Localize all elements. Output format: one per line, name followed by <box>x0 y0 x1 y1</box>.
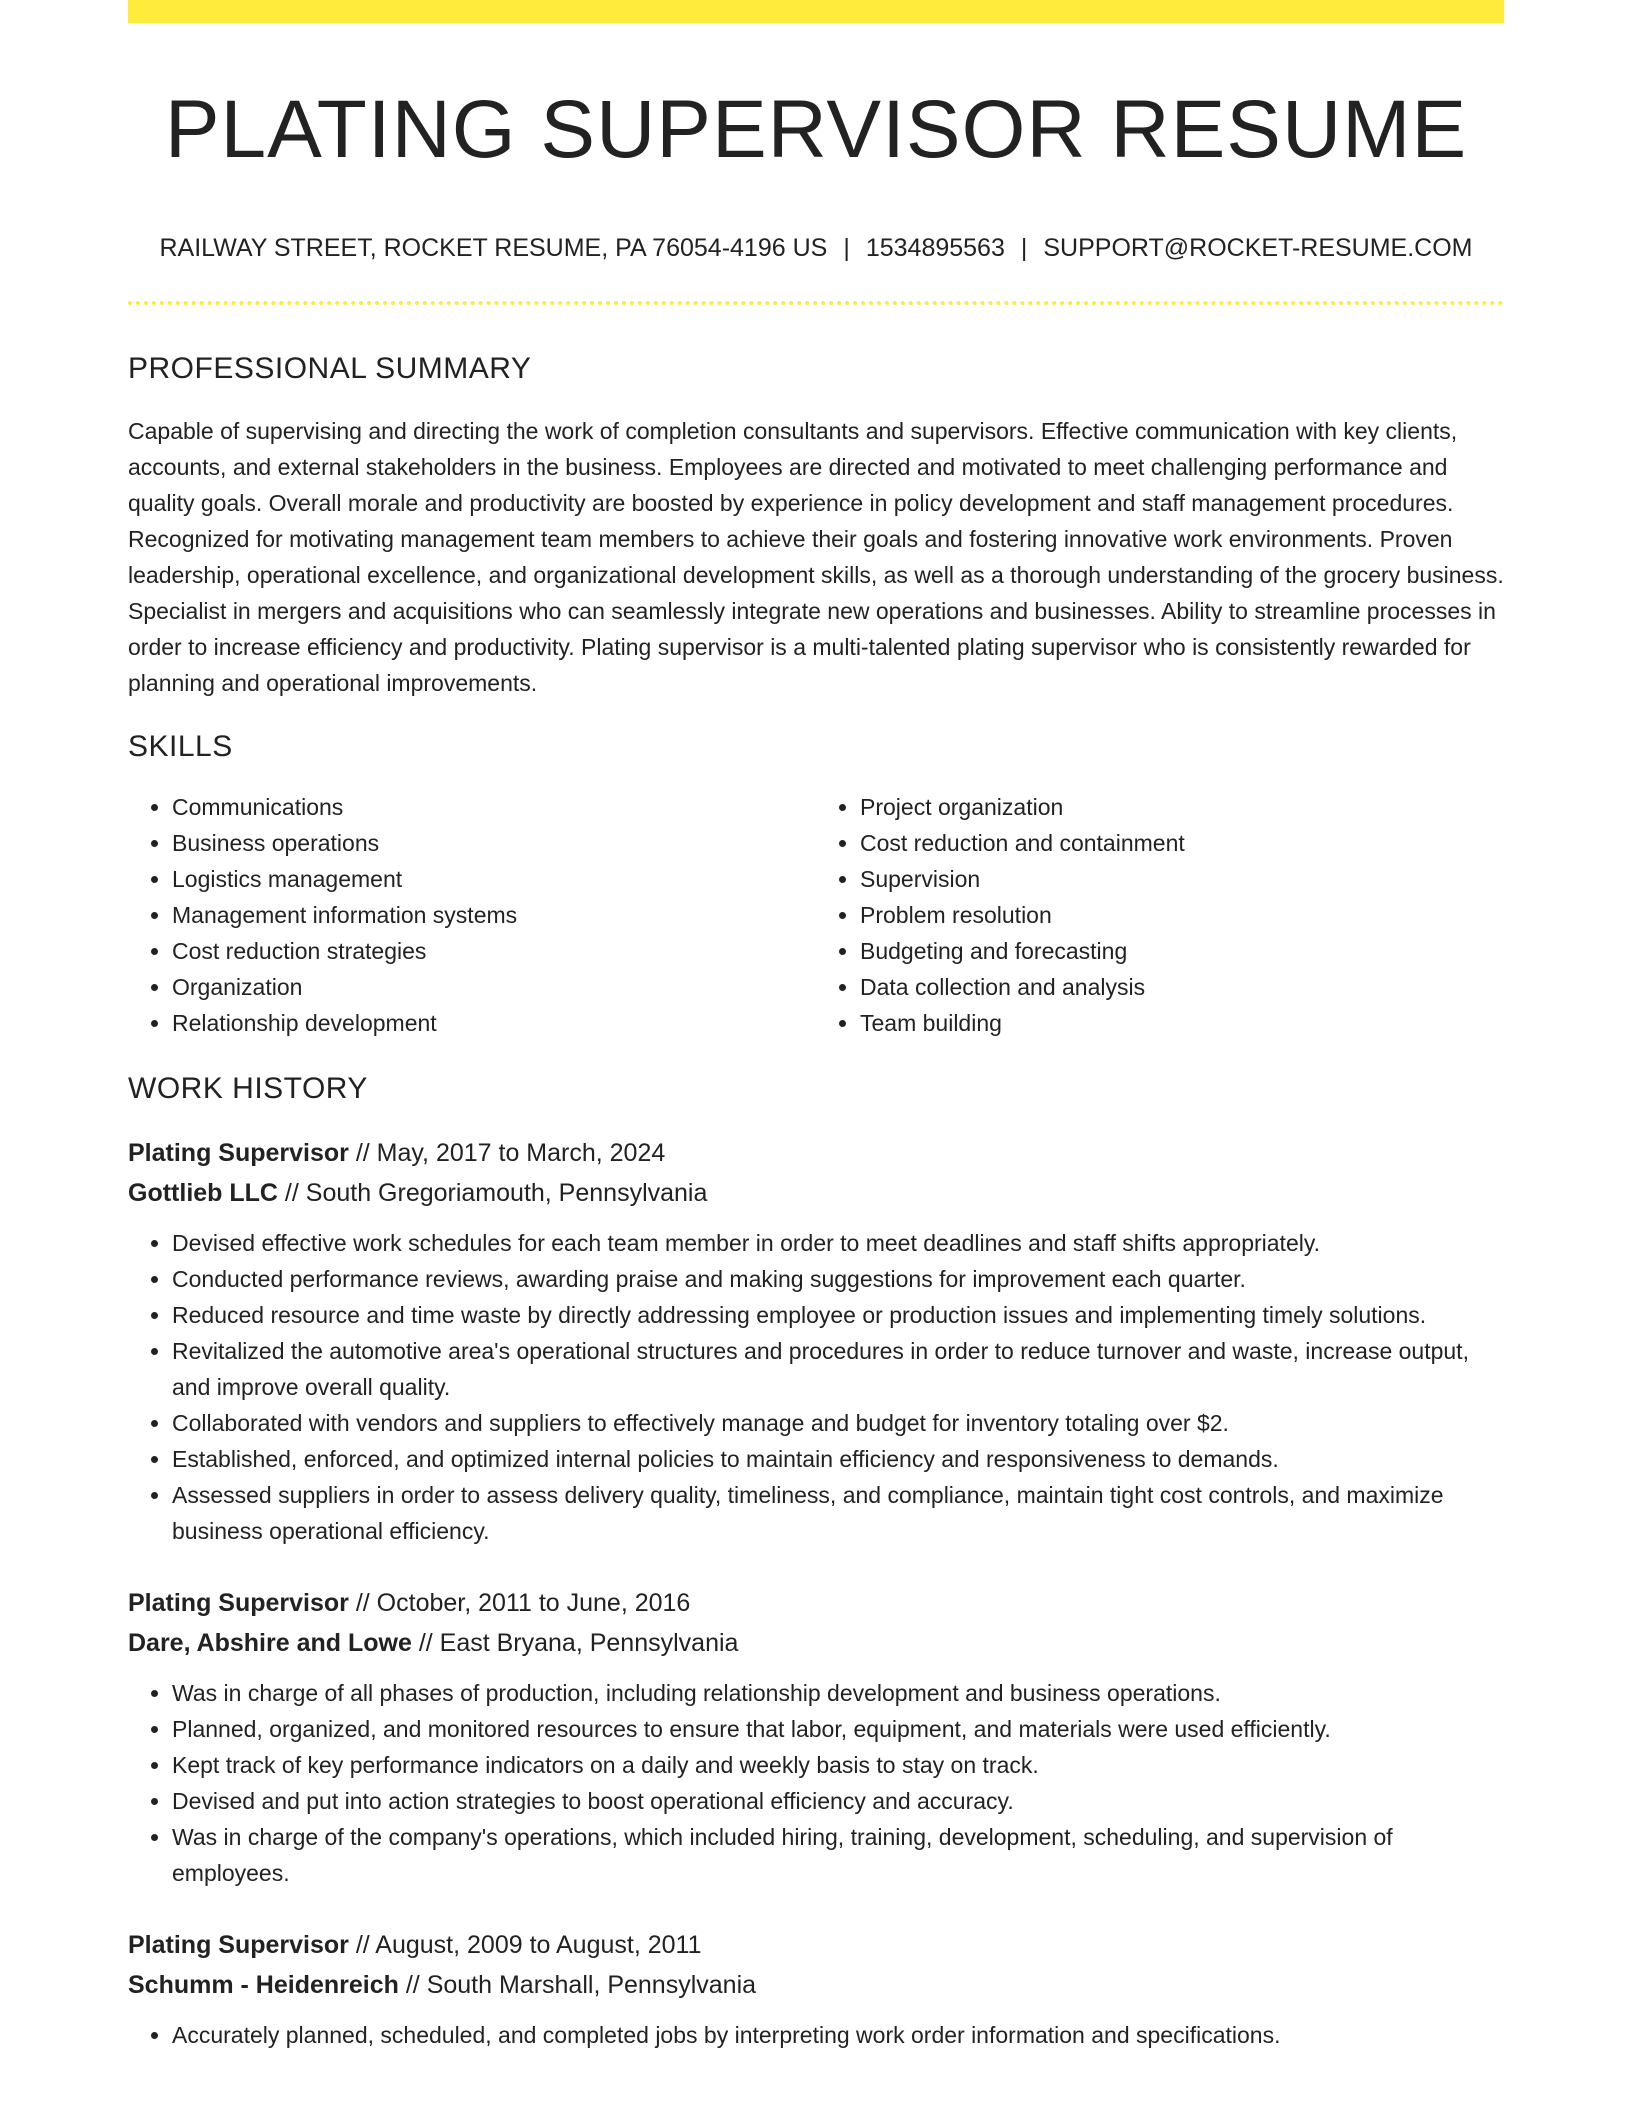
job-bullet: • Planned, organized, and monitored resources to ensure that labor, equipment, and materials were used efficiently. <box>172 1711 1504 1747</box>
job-bullet: • Assessed suppliers in order to assess delivery quality, timeliness, and compliance, maintain tight cost controls, and maximize business operational efficiency. <box>172 1477 1504 1549</box>
contact-phone: 1534895563 <box>865 234 1005 263</box>
skill-item: • Communications <box>172 789 816 825</box>
skill-item: • Budgeting and forecasting <box>860 933 1504 969</box>
dotted-divider <box>128 301 1504 305</box>
job-bullet: • Established, enforced, and optimized internal policies to maintain efficiency and responsiveness to demands. <box>172 1441 1504 1477</box>
job-company-line <box>128 1623 1504 1663</box>
resume-page <box>128 0 1504 2053</box>
job-dates: // October, 2011 to June, 2016 <box>348 1589 691 1618</box>
job-bullet: • Conducted performance reviews, awarding praise and making suggestions for improvement each quarter. <box>172 1261 1504 1297</box>
job-bullet: • Collaborated with vendors and suppliers to effectively manage and budget for inventory totaling over $2. <box>172 1405 1504 1441</box>
contact-separator: | <box>843 234 850 263</box>
job-title-line <box>128 1583 1504 1623</box>
skill-item: • Management information systems <box>172 897 816 933</box>
job-bullet: • Accurately planned, scheduled, and completed jobs by interpreting work order information and specifications. <box>172 2017 1504 2053</box>
skill-item: • Problem resolution <box>860 897 1504 933</box>
summary-text: Capable of supervising and directing the work of completion consultants and supervisors. Effective communication with key clients, accounts, and external stakeholders in the business. Employees are directed and motivated to meet challenging performance and quality goals. Overall morale and productivity are boosted by experience in policy development and staff management procedures. Recognized for motivating management team members to achieve their goals and fostering innovative work environments. Proven leadership, operational excellence, and organizational development skills, as well as a thorough understanding of the grocery business. Specialist in mergers and acquisitions who can seamlessly integrate new operations and businesses. Ability to streamline processes in order to increase efficiency and productivity. Plating supervisor is a multi-talented plating supervisor who is consistently rewarded for planning and operational improvements. <box>128 418 1504 697</box>
skill-item: • Business operations <box>172 825 816 861</box>
skill-item: • Data collection and analysis <box>860 969 1504 1005</box>
job-location: // South Marshall, Pennsylvania <box>398 1971 757 2000</box>
job-title-line <box>128 1925 1504 1965</box>
skill-item: • Team building <box>860 1005 1504 1041</box>
job-bullet: • Devised and put into action strategies to boost operational efficiency and accuracy. <box>172 1783 1504 1819</box>
contact-line <box>128 233 1504 263</box>
job-bullets <box>128 1225 1504 1549</box>
job-bullet: • Was in charge of the company's operations, which included hiring, training, development, scheduling, and supervision of employees. <box>172 1819 1504 1891</box>
job-title-line <box>128 1133 1504 1173</box>
job-role: Plating Supervisor <box>128 1139 349 1168</box>
job-role: Plating Supervisor <box>128 1931 349 1960</box>
skill-item: • Relationship development <box>172 1005 816 1041</box>
skill-item: • Supervision <box>860 861 1504 897</box>
skill-item: • Logistics management <box>172 861 816 897</box>
job-bullet: • Devised effective work schedules for each team member in order to meet deadlines and staff shifts appropriately. <box>172 1225 1504 1261</box>
job-bullet: • Reduced resource and time waste by directly addressing employee or production issues and implementing timely solutions. <box>172 1297 1504 1333</box>
job-company: Dare, Abshire and Lowe <box>128 1629 412 1658</box>
job-company-line <box>128 1965 1504 2005</box>
job-bullets <box>128 1675 1504 1891</box>
job-company: Gottlieb LLC <box>128 1179 278 1208</box>
job-bullet: • Revitalized the automotive area's operational structures and procedures in order to reduce turnover and waste, increase output, and improve overall quality. <box>172 1333 1504 1405</box>
work-history-heading: WORK HISTORY <box>128 1072 368 1106</box>
resume-title: PLATING SUPERVISOR RESUME <box>164 84 1468 175</box>
job-location: // South Gregoriamouth, Pennsylvania <box>277 1179 708 1208</box>
job-entry <box>128 1925 1504 2053</box>
skill-item: • Organization <box>172 969 816 1005</box>
contact-address: RAILWAY STREET, ROCKET RESUME, PA 76054-4196 US <box>159 234 828 263</box>
skill-item: • Cost reduction strategies <box>172 933 816 969</box>
skill-item: • Cost reduction and containment <box>860 825 1504 861</box>
contact-separator: | <box>1020 234 1028 263</box>
contact-email[interactable]: SUPPORT@ROCKET-RESUME.COM <box>1043 234 1473 263</box>
job-bullet: • Kept track of key performance indicators on a daily and weekly basis to stay on track. <box>172 1747 1504 1783</box>
job-dates: // May, 2017 to March, 2024 <box>348 1139 666 1168</box>
job-company-line <box>128 1173 1504 1213</box>
job-company: Schumm - Heidenreich <box>128 1971 399 2000</box>
job-entry <box>128 1133 1504 1549</box>
job-bullets <box>128 2017 1504 2053</box>
summary-heading: PROFESSIONAL SUMMARY <box>128 352 532 386</box>
skills-list <box>128 789 1504 1041</box>
skills-column-left <box>128 789 816 1041</box>
skill-item: • Project organization <box>860 789 1504 825</box>
skills-column-right <box>816 789 1504 1041</box>
job-dates: // August, 2009 to August, 2011 <box>348 1931 702 1960</box>
job-location: // East Bryana, Pennsylvania <box>411 1629 739 1658</box>
job-role: Plating Supervisor <box>128 1589 349 1618</box>
job-bullet: • Was in charge of all phases of production, including relationship development and business operations. <box>172 1675 1504 1711</box>
top-accent-bar <box>128 0 1504 23</box>
job-entry <box>128 1583 1504 1891</box>
skills-heading: SKILLS <box>128 730 233 764</box>
